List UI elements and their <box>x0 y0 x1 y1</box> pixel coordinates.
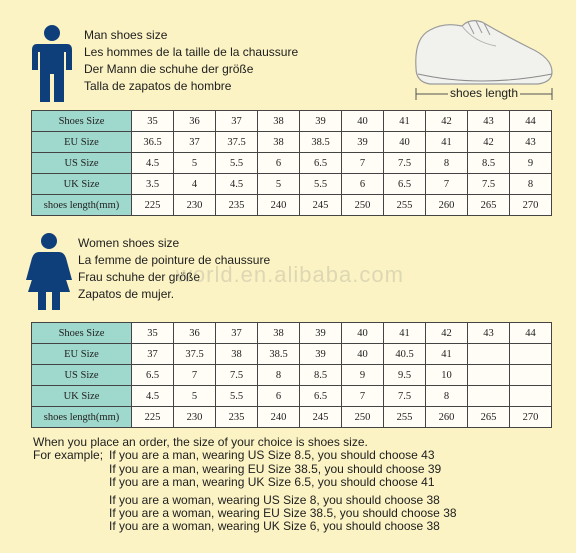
table-cell: 7 <box>342 386 384 407</box>
table-cell: 5 <box>258 174 300 195</box>
table-cell: 8 <box>258 365 300 386</box>
table-cell: 37 <box>132 344 174 365</box>
table-cell: 5.5 <box>216 153 258 174</box>
table-cell: 36.5 <box>132 132 174 153</box>
men-title-en: Man shoes size <box>84 28 168 42</box>
notes-line: If you are a man, wearing US Size 8.5, you should choose 43 <box>109 448 435 463</box>
men-size-table <box>31 110 552 216</box>
table-cell: 8.5 <box>300 365 342 386</box>
table-cell: 44 <box>510 111 552 132</box>
women-title-de: Frau schuhe der größe <box>78 270 201 284</box>
table-cell: 41 <box>426 132 468 153</box>
table-cell: 240 <box>258 195 300 216</box>
table-cell: 37 <box>174 132 216 153</box>
table-cell: 6.5 <box>300 153 342 174</box>
table-cell: 5 <box>174 153 216 174</box>
table-row <box>32 365 552 386</box>
table-cell: 7.5 <box>384 386 426 407</box>
table-cell: 6.5 <box>384 174 426 195</box>
table-cell: 37.5 <box>174 344 216 365</box>
table-cell: 255 <box>384 407 426 428</box>
watermark: world.en.alibaba.com <box>176 262 404 287</box>
table-cell: 4.5 <box>132 386 174 407</box>
men-titles <box>84 27 298 95</box>
table-row <box>32 323 552 344</box>
table-cell: 235 <box>216 407 258 428</box>
table-cell <box>468 365 510 386</box>
table-cell: 6.5 <box>300 386 342 407</box>
table-cell: 39 <box>300 344 342 365</box>
notes-intro: When you place an order, the size of your choice is shoes size. <box>33 435 368 449</box>
men-title-fr: Les hommes de la taille de la chaussure <box>84 45 299 59</box>
table-cell: 5.5 <box>216 386 258 407</box>
table-cell: 38 <box>216 344 258 365</box>
table-cell: 38.5 <box>258 344 300 365</box>
notes-line: If you are a man, wearing EU Size 38.5, you should choose 39 <box>109 461 442 476</box>
table-cell: 40 <box>384 132 426 153</box>
women-title-en: Women shoes size <box>78 236 180 250</box>
table-row <box>32 132 552 153</box>
table-cell: 225 <box>132 195 174 216</box>
table-cell: 35 <box>132 111 174 132</box>
row-label: US Size <box>32 365 132 386</box>
table-cell: 4.5 <box>132 153 174 174</box>
row-label: UK Size <box>32 386 132 407</box>
row-label: shoes length(mm) <box>32 195 132 216</box>
table-cell <box>468 386 510 407</box>
order-notes <box>33 436 457 534</box>
table-cell: 8 <box>510 174 552 195</box>
table-cell: 37 <box>216 111 258 132</box>
table-cell: 43 <box>468 111 510 132</box>
row-label: EU Size <box>32 132 132 153</box>
woman-icon <box>24 232 74 312</box>
table-cell: 6.5 <box>132 365 174 386</box>
row-label: Shoes Size <box>32 323 132 344</box>
table-cell: 6 <box>258 153 300 174</box>
notes-line: If you are a man, wearing UK Size 6.5, you should choose 41 <box>109 475 435 490</box>
table-cell: 4.5 <box>216 174 258 195</box>
table-cell: 41 <box>384 111 426 132</box>
women-title-es: Zapatos de mujer. <box>78 287 175 301</box>
table-cell: 270 <box>510 407 552 428</box>
table-cell: 39 <box>342 132 384 153</box>
table-cell: 265 <box>468 195 510 216</box>
men-title-de: Der Mann die schuhe der größe <box>84 62 254 76</box>
table-cell: 260 <box>426 195 468 216</box>
table-cell: 230 <box>174 407 216 428</box>
table-cell: 8 <box>426 386 468 407</box>
table-cell <box>510 365 552 386</box>
table-cell: 38 <box>258 132 300 153</box>
table-cell <box>468 344 510 365</box>
table-cell: 43 <box>468 323 510 344</box>
table-cell: 42 <box>426 323 468 344</box>
table-cell: 7.5 <box>384 153 426 174</box>
row-label: UK Size <box>32 174 132 195</box>
table-cell: 6 <box>258 386 300 407</box>
table-cell: 42 <box>468 132 510 153</box>
table-cell: 235 <box>216 195 258 216</box>
table-cell: 7.5 <box>216 365 258 386</box>
table-cell: 38.5 <box>300 132 342 153</box>
table-cell: 42 <box>426 111 468 132</box>
table-row <box>32 111 552 132</box>
man-icon <box>28 24 76 104</box>
table-cell: 36 <box>174 111 216 132</box>
row-label: shoes length(mm) <box>32 407 132 428</box>
table-cell: 3.5 <box>132 174 174 195</box>
table-cell: 9.5 <box>384 365 426 386</box>
table-cell: 36 <box>174 323 216 344</box>
table-row <box>32 344 552 365</box>
table-cell: 250 <box>342 195 384 216</box>
table-cell: 240 <box>258 407 300 428</box>
table-row <box>32 195 552 216</box>
table-row <box>32 153 552 174</box>
men-title-es: Talla de zapatos de hombre <box>84 79 232 93</box>
table-cell: 5 <box>174 386 216 407</box>
shoe-length-label: shoes length <box>450 86 519 100</box>
table-cell <box>510 344 552 365</box>
table-cell: 225 <box>132 407 174 428</box>
women-title-fr: La femme de pointure de chaussure <box>78 253 271 267</box>
table-row <box>32 386 552 407</box>
table-cell: 245 <box>300 195 342 216</box>
table-cell: 260 <box>426 407 468 428</box>
table-cell: 7 <box>426 174 468 195</box>
table-row <box>32 174 552 195</box>
table-cell: 7.5 <box>468 174 510 195</box>
table-row <box>32 407 552 428</box>
row-label: US Size <box>32 153 132 174</box>
table-cell: 37.5 <box>216 132 258 153</box>
table-cell: 40.5 <box>384 344 426 365</box>
table-cell: 38 <box>258 111 300 132</box>
table-cell: 41 <box>426 344 468 365</box>
table-cell: 255 <box>384 195 426 216</box>
table-cell: 44 <box>510 323 552 344</box>
table-cell: 40 <box>342 344 384 365</box>
notes-line: If you are a woman, wearing UK Size 6, you should choose 38 <box>109 519 440 534</box>
table-cell: 37 <box>216 323 258 344</box>
table-cell <box>510 386 552 407</box>
table-cell: 7 <box>174 365 216 386</box>
table-cell: 10 <box>426 365 468 386</box>
row-label: Shoes Size <box>32 111 132 132</box>
table-cell: 41 <box>384 323 426 344</box>
row-label: EU Size <box>32 344 132 365</box>
table-cell: 5.5 <box>300 174 342 195</box>
table-cell: 39 <box>300 111 342 132</box>
table-cell: 245 <box>300 407 342 428</box>
table-cell: 9 <box>510 153 552 174</box>
table-cell: 40 <box>342 323 384 344</box>
notes-line: If you are a woman, wearing US Size 8, you should choose 38 <box>109 492 440 507</box>
table-cell: 265 <box>468 407 510 428</box>
table-cell: 35 <box>132 323 174 344</box>
table-cell: 270 <box>510 195 552 216</box>
table-cell: 43 <box>510 132 552 153</box>
notes-line: If you are a woman, wearing EU Size 38.5, you should choose 38 <box>109 506 457 521</box>
women-size-table <box>31 322 552 428</box>
table-cell: 9 <box>342 365 384 386</box>
table-cell: 250 <box>342 407 384 428</box>
table-cell: 8 <box>426 153 468 174</box>
table-cell: 8.5 <box>468 153 510 174</box>
table-cell: 38 <box>258 323 300 344</box>
table-cell: 4 <box>174 174 216 195</box>
table-cell: 39 <box>300 323 342 344</box>
table-cell: 7 <box>342 153 384 174</box>
table-cell: 40 <box>342 111 384 132</box>
notes-example-label: For example; <box>33 448 104 463</box>
table-cell: 6 <box>342 174 384 195</box>
table-cell: 230 <box>174 195 216 216</box>
